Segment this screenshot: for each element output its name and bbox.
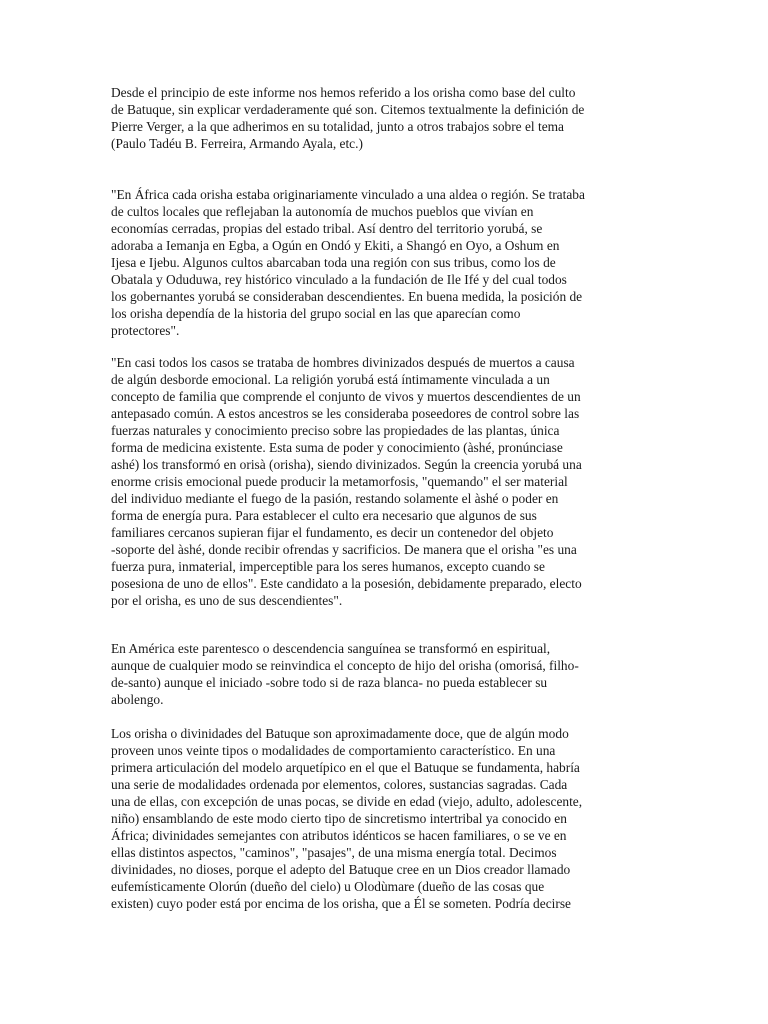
paragraph-quote-africa: "En África cada orisha estaba originariamente vinculado a una aldea o región. Se trataba de cultos locales que reflejaban la autonomía de muchos pueblos que vivían en economías cerradas, propias del estado tribal. Así dentro del territorio yorubá, se adoraba a Iemanja en Egba, a Ogún en Ondó y Ekiti, a Shangó en Oyo, a Oshum en Ijesa e Ijebu. Algunos cultos abarcaban toda una región con sus tribus, como los de Obatala y Oduduwa, rey histórico vinculado a la fundación de Ile Ifé y del cual todos los gobernantes yorubá se consideraban descendientes. En buena medida, la posición de los orisha dependía de la historia del grupo social en las que aparecían como protectores". xyxy=(111,187,585,338)
paragraph-batuque-divinities: Los orisha o divinidades del Batuque son aproximadamente doce, que de algún modo proveen unos veinte tipos o modalidades de comportamiento característico. En una primera articulación del modelo arquetípico en el que el Batuque se fundamenta, habría una serie de modalidades ordenada por elementos, colores, sustancias sagradas. Cada una de ellas, con excepción de unas pocas, se divide en edad (viejo, adulto, adolescente, niño) ensamblando de este modo cierto tipo de sincretismo intertribal ya conocido en África; divinidades semejantes con atributos idénticos se hacen familiares, o se ve en ellas distintos aspectos, "caminos", "pasajes", de una misma energía total. Decimos divinidades, no dioses, porque el adepto del Batuque cree en un Dios creador llamado eufemísticamente Olorún (dueño del cielo) u Olodùmare (dueño de las cosas que existen) cuyo poder está por encima de los orisha, que a Él se someten. Podría decirse xyxy=(111,726,583,911)
paragraph-intro: Desde el principio de este informe nos hemos referido a los orisha como base del culto de Batuque, sin explicar verdaderamente qué son. Citemos textualmente la definición de Pierre Verger, a la que adherimos en su totalidad, junto a otros trabajos sobre el tema (Paulo Tadéu B. Ferreira, Armando Ayala, etc.) xyxy=(111,85,585,151)
paragraph-quote-divinized: "En casi todos los casos se trataba de hombres divinizados después de muertos a causa de algún desborde emocional. La religión yorubá está íntimamente vinculada a un concepto de familia que comprende el conjunto de vivos y muertos descendientes de un antepasado común. A estos ancestros se les consideraba poseedores de control sobre las fuerzas naturales y conocimiento preciso sobre las propiedades de las plantas, única forma de medicina existente. Esta suma de poder y conocimiento (àshé, pronúnciase ashé) los transformó en orisà (orisha), siendo divinizados. Según la creencia yorubá una enorme crisis emocional puede producir la metamorfosis, "quemando" el ser material del individuo mediante el fuego de la pasión, restando solamente el àshé o poder en forma de energía pura. Para establecer el culto era necesario que algunos de sus familiares cercanos supieran fijar el fundamento, es decir un contenedor del objeto -soporte del àshé, donde recibir ofrendas y sacrificios. De manera que el orisha "es una fuerza pura, inmaterial, imperceptible para los seres humanos, excepto cuando se posesiona de uno de ellos". Este candidato a la posesión, debidamente preparado, electo por el orisha, es uno de sus descendientes". xyxy=(111,355,582,608)
paragraph-america: En América este parentesco o descendencia sanguínea se transformó en espiritual, aunque de cualquier modo se reinvindica el concepto de hijo del orisha (omorisá, filho- de-santo) aunque el iniciado -sobre todo si de raza blanca- no pueda establecer su abolengo. xyxy=(111,641,579,707)
